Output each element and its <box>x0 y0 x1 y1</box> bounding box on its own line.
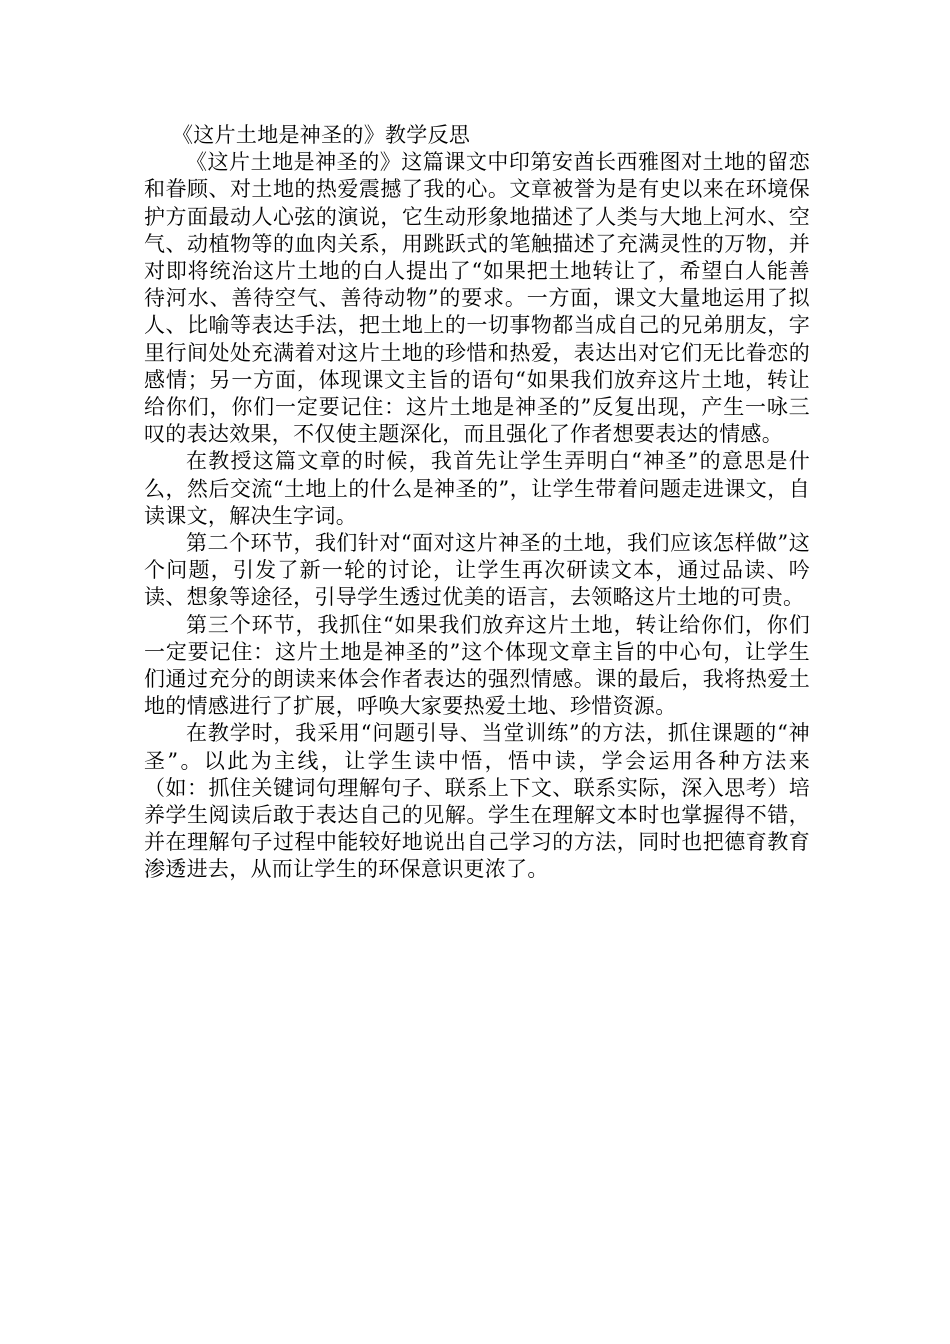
document-title: 《这片土地是神圣的》教学反思 <box>172 123 471 147</box>
document-body <box>144 122 810 884</box>
paragraph-method: 在教学时，我采用“问题引导、当堂训练”的方法，抓住课题的“神圣”。以此为主线，让学生读中悟，悟中读，学会运用各种方法来（如：抓住关键词句理解句子、联系上下文、联系实际，深入思考）培养学生阅读后敢于表达自己的见解。学生在理解文本时也掌握得不错，并在理解句子过程中能较好地说出自己学习的方法，同时也把德育教育渗透进去，从而让学生的环保意识更浓了。 <box>144 721 810 882</box>
paragraph-third-step: 第三个环节，我抓住“如果我们放弃这片土地，转让给你们，你们一定要记住：这片土地是神圣的”这个体现文章主旨的中心句，让学生们通过充分的朗读来体会作者表达的强烈情感。课的最后，我将热爱土地的情感进行了扩展，呼唤大家要热爱土地、珍惜资源。 <box>144 612 810 719</box>
paragraph-second-step: 第二个环节，我们针对“面对这片神圣的土地，我们应该怎样做”这个问题，引发了新一轮的讨论，让学生再次研读文本，通过品读、吟读、想象等途径，引导学生透过优美的语言，去领略这片土地的可贵。 <box>144 531 810 610</box>
paragraph-teaching-start: 在教授这篇文章的时候，我首先让学生弄明白“神圣”的意思是什么，然后交流“土地上的什么是神圣的”，让学生带着问题走进课文，自读课文，解决生字词。 <box>144 449 810 528</box>
paragraph-intro: 《这片土地是神圣的》这篇课文中印第安酋长西雅图对土地的留恋和眷顾、对土地的热爱震撼了我的心。文章被誉为是有史以来在环境保护方面最动人心弦的演说，它生动形象地描述了人类与大地上河水、空气、动植物等的血肉关系，用跳跃式的笔触描述了充满灵性的万物，并对即将统治这片土地的白人提出了“如果把土地转让了，希望白人能善待河水、善待空气、善待动物”的要求。一方面，课文大量地运用了拟人、比喻等表达手法，把土地上的一切事物都当成自己的兄弟朋友，字里行间处处充满着对这片土地的珍惜和热爱，表达出对它们无比眷恋的感情；另一方面，体现课文主旨的语句“如果我们放弃这片土地，转让给你们，你们一定要记住：这片土地是神圣的”反复出现，产生一咏三叹的表达效果，不仅使主题深化，而且强化了作者想要表达的情感。 <box>144 150 810 447</box>
